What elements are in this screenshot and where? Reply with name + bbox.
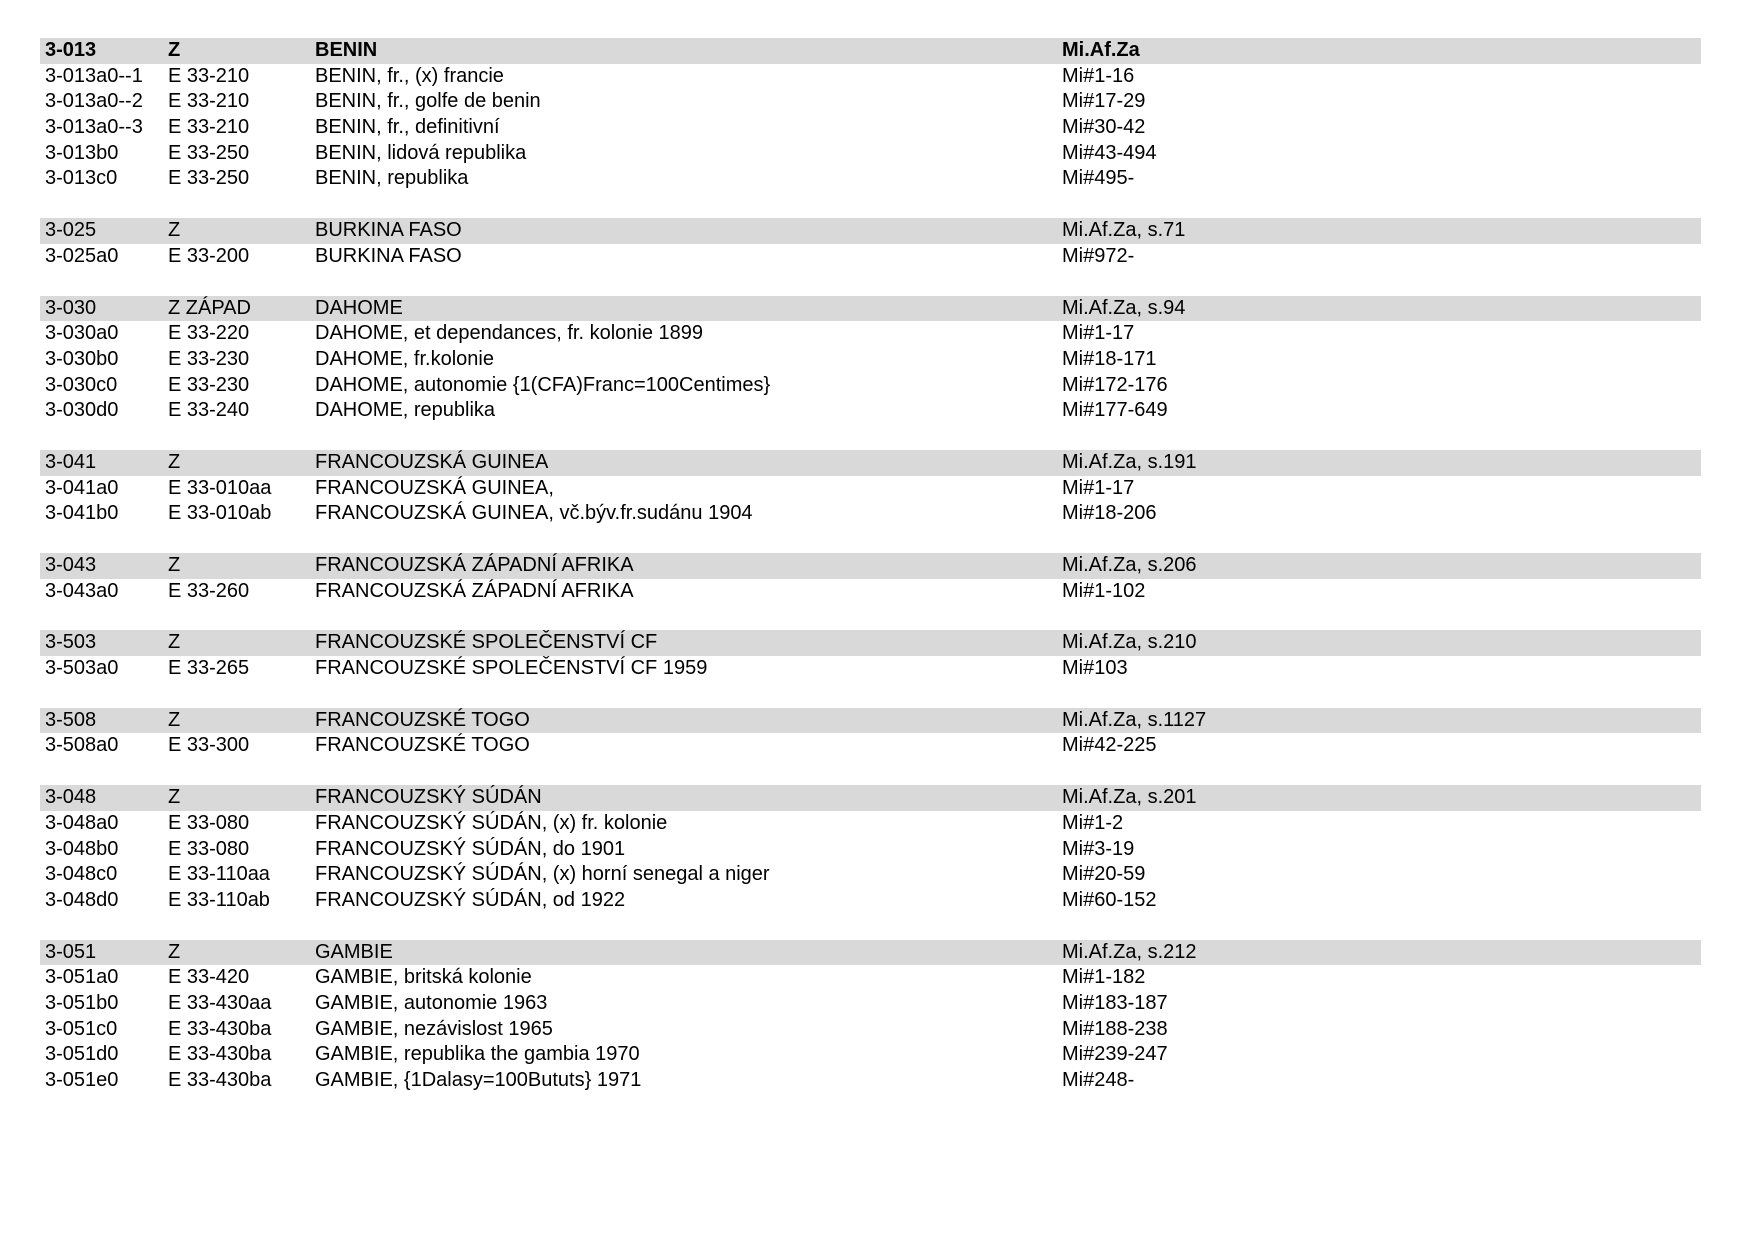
name-cell: BURKINA FASO (315, 219, 462, 242)
code-cell: 3-025a0 (45, 244, 119, 267)
name-cell: DAHOME, fr.kolonie (315, 347, 494, 370)
ref-cell: Mi#1-17 (1062, 322, 1135, 345)
name-cell: FRANCOUZSKÝ SÚDÁN (315, 786, 542, 809)
name-cell: DAHOME, et dependances, fr. kolonie 1899 (315, 322, 704, 345)
name-cell: BENIN, lidová republika (315, 141, 527, 164)
country-group (40, 553, 1701, 604)
code-cell: 3-051b0 (45, 991, 119, 1014)
ref-cell: Mi#20-59 (1062, 863, 1146, 886)
table-row (40, 656, 1701, 682)
code-cell: 3-043a0 (45, 579, 119, 602)
type-cell: Z (168, 786, 181, 809)
table-row (40, 888, 1701, 914)
code-cell: 3-013b0 (45, 141, 119, 164)
code-cell: 3-503a0 (45, 657, 119, 680)
ref-cell: Mi#3-19 (1062, 837, 1135, 860)
table-row (40, 64, 1701, 90)
table-row (40, 89, 1701, 115)
name-cell: GAMBIE, autonomie 1963 (315, 991, 548, 1014)
ref-cell: Mi#103 (1062, 657, 1128, 680)
code-cell: 3-013c0 (45, 167, 118, 190)
group-header-row (40, 38, 1701, 64)
type-cell: E 33-110ab (168, 888, 270, 911)
ref-cell: Mi#1-182 (1062, 966, 1146, 989)
type-cell: E 33-010aa (168, 476, 272, 499)
type-cell: E 33-010ab (168, 502, 272, 525)
name-cell: FRANCOUZSKÁ ZÁPADNÍ AFRIKA (315, 579, 634, 602)
type-cell: Z (168, 940, 181, 963)
country-group (40, 630, 1701, 681)
name-cell: FRANCOUZSKÉ TOGO (315, 708, 530, 731)
ref-cell: Mi.Af.Za, s.71 (1062, 219, 1186, 242)
type-cell: Z (168, 708, 181, 731)
group-header-row (40, 218, 1701, 244)
name-cell: DAHOME, autonomie {1(CFA)Franc=100Centimes} (315, 373, 771, 396)
group-header-row (40, 708, 1701, 734)
code-cell: 3-030a0 (45, 322, 119, 345)
type-cell: E 33-110aa (168, 863, 270, 886)
code-cell: 3-013a0--1 (45, 64, 143, 87)
ref-cell: Mi.Af.Za, s.191 (1062, 450, 1197, 473)
table-row (40, 1042, 1701, 1068)
name-cell: BENIN, fr., golfe de benin (315, 90, 541, 113)
type-cell: Z (168, 631, 181, 654)
ref-cell: Mi#177-649 (1062, 399, 1168, 422)
code-cell: 3-030 (45, 296, 97, 319)
ref-cell: Mi#1-2 (1062, 811, 1124, 834)
code-cell: 3-051e0 (45, 1069, 119, 1091)
ref-cell: Mi#43-494 (1062, 141, 1157, 164)
name-cell: FRANCOUZSKÝ SÚDÁN, do 1901 (315, 837, 626, 860)
name-cell: FRANCOUZSKÉ TOGO (315, 734, 530, 757)
table-row (40, 837, 1701, 863)
type-cell: E 33-220 (168, 322, 250, 345)
table-row (40, 321, 1701, 347)
type-cell: E 33-210 (168, 116, 250, 139)
type-cell: Z (168, 219, 181, 242)
country-group (40, 785, 1701, 913)
code-cell: 3-041a0 (45, 476, 119, 499)
type-cell: Z (168, 39, 181, 61)
name-cell: DAHOME (315, 296, 403, 319)
name-cell: DAHOME, republika (315, 399, 496, 422)
type-cell: E 33-430ba (168, 1069, 272, 1091)
name-cell: GAMBIE, republika the gambia 1970 (315, 1043, 640, 1066)
table-row (40, 862, 1701, 888)
type-cell: E 33-080 (168, 837, 250, 860)
type-cell: E 33-430ba (168, 1043, 272, 1066)
code-cell: 3-041b0 (45, 502, 119, 525)
name-cell: FRANCOUZSKÝ SÚDÁN, (x) horní senegal a niger (315, 863, 770, 886)
code-cell: 3-048a0 (45, 811, 119, 834)
catalog-sheet (40, 38, 1701, 1120)
country-group (40, 940, 1701, 1094)
code-cell: 3-013a0--3 (45, 116, 143, 139)
name-cell: FRANCOUZSKÁ GUINEA (315, 450, 549, 473)
country-group (40, 218, 1701, 269)
ref-cell: Mi#248- (1062, 1069, 1135, 1091)
type-cell: E 33-210 (168, 64, 250, 87)
code-cell: 3-030c0 (45, 373, 118, 396)
type-cell: E 33-420 (168, 966, 250, 989)
name-cell: GAMBIE, britská kolonie (315, 966, 532, 989)
country-group (40, 38, 1701, 192)
type-cell: E 33-230 (168, 347, 250, 370)
group-header-row (40, 940, 1701, 966)
group-header-row (40, 630, 1701, 656)
code-cell: 3-013 (45, 39, 97, 61)
ref-cell: Mi#18-206 (1062, 502, 1157, 525)
code-cell: 3-048b0 (45, 837, 119, 860)
country-group (40, 708, 1701, 759)
code-cell: 3-048d0 (45, 888, 119, 911)
table-row (40, 141, 1701, 167)
ref-cell: Mi.Af.Za, s.212 (1062, 940, 1197, 963)
code-cell: 3-503 (45, 631, 97, 654)
code-cell: 3-048c0 (45, 863, 118, 886)
ref-cell: Mi.Af.Za, s.206 (1062, 554, 1197, 576)
table-row (40, 733, 1701, 759)
name-cell: BENIN, republika (315, 167, 469, 190)
table-row (40, 476, 1701, 502)
type-cell: E 33-230 (168, 373, 250, 396)
ref-cell: Mi.Af.Za, s.94 (1062, 296, 1186, 319)
group-header-row (40, 450, 1701, 476)
code-cell: 3-030d0 (45, 399, 119, 422)
code-cell: 3-041 (45, 450, 97, 473)
code-cell: 3-508a0 (45, 734, 119, 757)
group-header-row (40, 553, 1701, 579)
table-row (40, 244, 1701, 270)
name-cell: BENIN (315, 39, 378, 61)
table-row (40, 398, 1701, 424)
name-cell: FRANCOUZSKÁ GUINEA, (315, 476, 554, 499)
code-cell: 3-051 (45, 940, 97, 963)
country-group (40, 450, 1701, 527)
name-cell: FRANCOUZSKÝ SÚDÁN, od 1922 (315, 888, 626, 911)
code-cell: 3-013a0--2 (45, 90, 143, 113)
table-row (40, 1017, 1701, 1043)
table-row (40, 965, 1701, 991)
ref-cell: Mi#17-29 (1062, 90, 1146, 113)
ref-cell: Mi#1-16 (1062, 64, 1135, 87)
ref-cell: Mi#30-42 (1062, 116, 1146, 139)
ref-cell: Mi.Af.Za, s.210 (1062, 631, 1197, 654)
group-header-row (40, 296, 1701, 322)
ref-cell: Mi#972- (1062, 244, 1135, 267)
ref-cell: Mi.Af.Za, s.201 (1062, 786, 1197, 809)
ref-cell: Mi#1-102 (1062, 579, 1146, 602)
type-cell: E 33-430ba (168, 1017, 272, 1040)
type-cell: E 33-250 (168, 167, 250, 190)
ref-cell: Mi#18-171 (1062, 347, 1157, 370)
table-row (40, 811, 1701, 837)
name-cell: BENIN, fr., (x) francie (315, 64, 504, 87)
type-cell: E 33-210 (168, 90, 250, 113)
type-cell: E 33-080 (168, 811, 250, 834)
table-row (40, 373, 1701, 399)
name-cell: FRANCOUZSKÉ SPOLEČENSTVÍ CF (315, 631, 658, 654)
code-cell: 3-048 (45, 786, 97, 809)
type-cell: E 33-250 (168, 141, 250, 164)
ref-cell: Mi#1-17 (1062, 476, 1135, 499)
type-cell: E 33-260 (168, 579, 250, 602)
name-cell: GAMBIE, {1Dalasy=100Bututs} 1971 (315, 1069, 642, 1091)
ref-cell: Mi.Af.Za (1062, 39, 1140, 61)
table-row (40, 1068, 1701, 1094)
type-cell: E 33-240 (168, 399, 250, 422)
name-cell: FRANCOUZSKÁ GUINEA, vč.býv.fr.sudánu 1904 (315, 502, 753, 525)
type-cell: E 33-265 (168, 657, 250, 680)
code-cell: 3-508 (45, 708, 97, 731)
name-cell: GAMBIE (315, 940, 393, 963)
table-row (40, 115, 1701, 141)
code-cell: 3-051a0 (45, 966, 119, 989)
code-cell: 3-043 (45, 554, 97, 576)
ref-cell: Mi#188-238 (1062, 1017, 1168, 1040)
name-cell: FRANCOUZSKÉ SPOLEČENSTVÍ CF 1959 (315, 657, 708, 680)
name-cell: GAMBIE, nezávislost 1965 (315, 1017, 553, 1040)
name-cell: FRANCOUZSKÁ ZÁPADNÍ AFRIKA (315, 554, 634, 576)
type-cell: Z (168, 450, 181, 473)
table-row (40, 991, 1701, 1017)
name-cell: BENIN, fr., definitivní (315, 116, 500, 139)
type-cell: Z ZÁPAD (168, 296, 251, 319)
type-cell: Z (168, 554, 181, 576)
ref-cell: Mi#42-225 (1062, 734, 1157, 757)
name-cell: FRANCOUZSKÝ SÚDÁN, (x) fr. kolonie (315, 811, 668, 834)
table-row (40, 579, 1701, 605)
ref-cell: Mi#172-176 (1062, 373, 1168, 396)
table-row (40, 166, 1701, 192)
type-cell: E 33-430aa (168, 991, 272, 1014)
country-group (40, 296, 1701, 424)
code-cell: 3-051d0 (45, 1043, 119, 1066)
type-cell: E 33-200 (168, 244, 250, 267)
code-cell: 3-030b0 (45, 347, 119, 370)
table-row (40, 347, 1701, 373)
ref-cell: Mi#183-187 (1062, 991, 1168, 1014)
ref-cell: Mi#239-247 (1062, 1043, 1168, 1066)
table-row (40, 501, 1701, 527)
group-header-row (40, 785, 1701, 811)
code-cell: 3-025 (45, 219, 97, 242)
ref-cell: Mi#495- (1062, 167, 1135, 190)
ref-cell: Mi.Af.Za, s.1127 (1062, 708, 1207, 731)
ref-cell: Mi#60-152 (1062, 888, 1157, 911)
code-cell: 3-051c0 (45, 1017, 118, 1040)
type-cell: E 33-300 (168, 734, 250, 757)
name-cell: BURKINA FASO (315, 244, 462, 267)
